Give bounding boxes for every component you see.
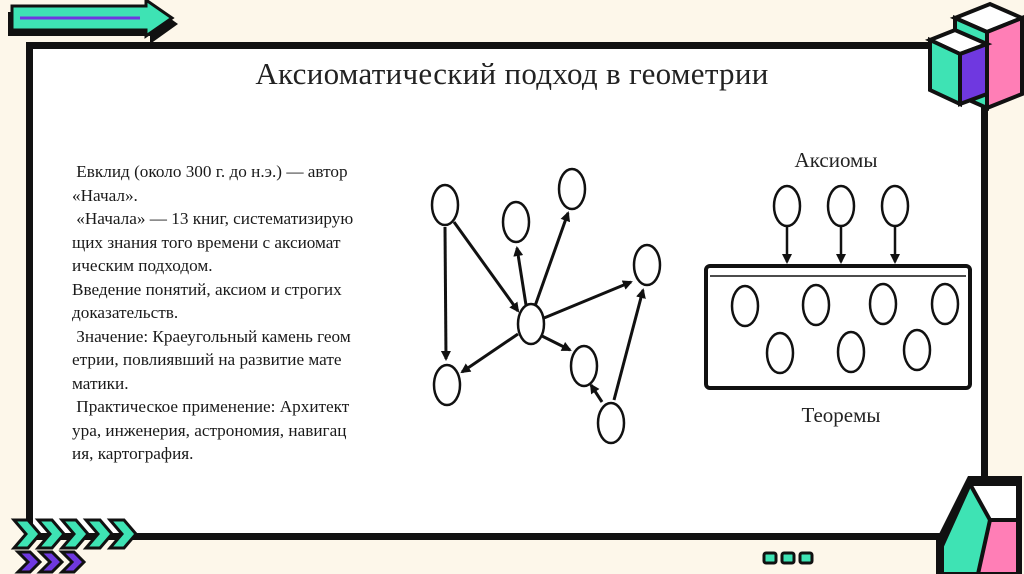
axiom-node: [882, 186, 908, 226]
edge-center-to-right: [544, 282, 631, 318]
chevron-decoration-bottom-left: [14, 520, 136, 572]
node: [503, 202, 529, 242]
node: [518, 304, 544, 344]
theorem-node: [932, 284, 958, 324]
paragraph-elements: «Начала» — 13 книг, систематизирую щих знания того времени с аксиомат ическим подходом.: [72, 209, 354, 275]
node: [432, 185, 458, 225]
theorem-node: [803, 285, 829, 325]
theorem-node: [732, 286, 758, 326]
dots-decoration-bottom: [764, 553, 812, 563]
paragraph-significance: Значение: Краеугольный камень геом етрии, повлиявший на развитие мате матики.: [72, 326, 351, 393]
network-diagram: [432, 169, 660, 443]
theorem-node: [870, 284, 896, 324]
node: [634, 245, 660, 285]
theorem-node: [838, 332, 864, 372]
edge-center-to-top: [535, 213, 568, 306]
edge-center-to-lower-right: [542, 336, 570, 350]
node: [559, 169, 585, 209]
edge-center-to-small: [517, 248, 526, 305]
edge-bottom-right-to-right: [614, 290, 643, 400]
node: [598, 403, 624, 443]
prism-decoration-bottom-right: [936, 476, 1022, 574]
theorems-label: Теоремы: [801, 403, 881, 427]
axiom-node: [774, 186, 800, 226]
node: [434, 365, 460, 405]
paragraph-application: Практическое применение: Архитект ура, инженерия, астрономия, навигац ия, картография.: [72, 397, 350, 463]
arrow-decoration-top-left: [8, 0, 178, 44]
theorem-node: [767, 333, 793, 373]
paragraph-introduction: Введение понятий, аксиом и строгих доказательств.: [72, 279, 342, 322]
edge-center-to-bottom-left: [462, 334, 518, 372]
node: [571, 346, 597, 386]
paragraph-euclid: Евклид (около 300 г. до н.э.) — автор «Начал».: [72, 162, 348, 205]
cube-decoration-top-right: [930, 4, 1022, 108]
theorem-node: [904, 330, 930, 370]
edge-bottom-right-to-lower-right: [591, 385, 602, 402]
edge-top-left-to-bottom-left: [445, 227, 446, 359]
axiom-node: [828, 186, 854, 226]
slide-title: Аксиоматический подход в геометрии: [255, 56, 769, 91]
axioms-label: Аксиомы: [794, 148, 878, 172]
axioms-theorems-diagram: [706, 148, 970, 427]
